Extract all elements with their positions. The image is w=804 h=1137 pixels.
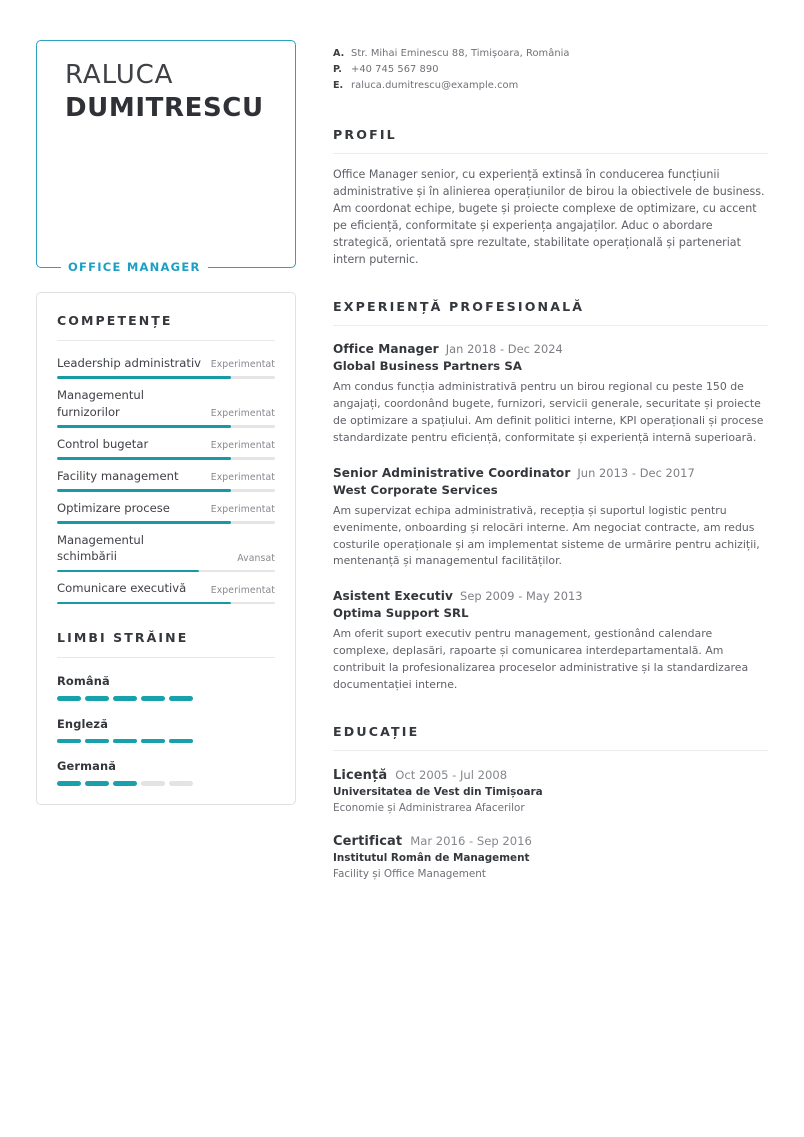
language-level-segment [57,696,81,701]
education-list [333,768,768,880]
education-entry-head [333,834,768,849]
languages-section [57,630,275,786]
experience-entry [333,466,768,571]
contact-value: +40 745 567 890 [351,64,439,76]
skill-bar-track [57,521,275,524]
education-section-title: EDUCAȚIE [333,723,420,739]
education-degree: Certificat [333,833,403,849]
language-name: Engleză [57,716,109,731]
language-level-segment [169,781,193,786]
language-item [57,674,275,701]
experience-description: Am condus funcția administrativă pentru un birou regional cu peste 150 de angajați, coordonând bugete, furnizori, servicii generale, securitate și proiecte de optimizare a spațiului. Am definit politici interne, KPI operaționali și procese standardizate pentru eficiență, conformitate și experiență internă superioară. [333,380,764,444]
language-level-segment [85,739,109,744]
skill-level: Experimentat [210,504,275,516]
skills-card [36,292,296,805]
skill-name: Comunicare executivă [57,581,187,596]
skill-bar-track [57,425,275,428]
language-name: Germană [57,759,117,774]
contact-block [333,46,768,94]
experience-dates: Jan 2018 - Dec 2024 [445,342,563,357]
skill-bar-track [57,376,275,379]
skill-label-row [57,580,275,596]
last-name: DUMITRESCU [65,93,264,124]
skill-level: Experimentat [210,359,275,371]
contact-row [333,78,768,94]
skills-list [57,347,275,604]
experience-job-title: Senior Administrative Coordinator [333,465,571,480]
contact-value: Str. Mihai Eminescu 88, Timișoara, România [351,48,570,59]
language-level-segment [141,739,165,744]
experience-list [333,342,768,694]
language-level-segment [113,739,137,744]
experience-entry-head [333,589,768,603]
language-level-segment [141,781,165,786]
experience-section [333,299,768,694]
contact-key: E. [333,80,344,92]
role-label: OFFICE MANAGER [68,260,201,274]
experience-section-title: EXPERIENȚĂ PROFESIONALĂ [333,299,585,315]
skill-bar-fill [57,602,231,605]
education-divider [333,750,768,751]
experience-job-title: Asistent Executiv [333,589,454,604]
experience-job-title: Office Manager [333,342,439,357]
contact-value: raluca.dumitrescu@example.com [351,80,519,92]
language-level-bar [57,696,275,701]
name-block [65,59,281,126]
language-level-segment [57,739,81,744]
language-level-bar [57,739,275,744]
skill-label-row [57,387,275,420]
skills-divider [57,340,275,341]
role-badge [61,258,208,276]
skill-label-row [57,468,275,484]
skill-bar-track [57,489,275,492]
contact-key: P. [333,64,342,76]
experience-company: West Corporate Services [333,482,498,497]
language-level-segment [141,696,165,701]
skill-label-row [57,355,275,371]
contact-row [333,46,768,62]
skill-bar-track [57,457,275,460]
skill-bar-fill [57,521,231,524]
skill-bar-fill [57,489,231,492]
skill-bar-fill [57,570,199,573]
language-level-segment [85,696,109,701]
experience-company: Optima Support SRL [333,606,469,621]
skill-bar-fill [57,376,231,379]
language-level-segment [113,781,137,786]
skill-item [57,572,275,604]
education-dates: Oct 2005 - Jul 2008 [395,767,508,782]
experience-company: Global Business Partners SA [333,359,523,374]
experience-entry-head [333,342,768,356]
language-name: Română [57,674,110,689]
education-school: Institutul Român de Management [333,851,530,864]
education-dates: Mar 2016 - Sep 2016 [410,833,532,848]
skill-name: Leadership administrativ [57,356,202,370]
profile-section [333,127,768,269]
experience-entry [333,589,768,694]
skill-bar-fill [57,425,231,428]
skill-name: Optimizare procese [57,500,170,515]
name-header-box [36,40,296,274]
skill-item [57,524,275,573]
profile-text: Office Manager senior, cu experiență extinsă în conducerea funcțiunii administrative și în alinierea operațiunilor de birou la obiectivele de business. Am coordonat echipe, bugete și proiecte complexe de optimizare, cu accent pe eficiență, conformitate și experiența angajaților. Aduc o abordare strategică, orientată spre rezultate, stabilitate operațională și parteneriat intern puternic. [333,168,765,267]
language-item [57,717,275,744]
skill-bar-track [57,602,275,605]
education-section [333,724,768,880]
skill-label-row [57,532,275,565]
experience-dates: Jun 2013 - Dec 2017 [577,465,695,480]
experience-dates: Sep 2009 - May 2013 [460,589,583,604]
experience-entry-head [333,466,768,480]
contact-row [333,62,768,78]
languages-divider [57,657,275,658]
skill-bar-fill [57,457,231,460]
skill-level: Experimentat [210,584,275,596]
skill-level: Experimentat [210,407,275,419]
language-item [57,759,275,786]
education-entry [333,768,768,814]
skill-item [57,492,275,524]
language-level-bar [57,781,275,786]
education-entry [333,834,768,880]
experience-divider [333,325,768,326]
right-column [333,46,768,880]
skill-bar-track [57,570,275,573]
education-field: Economie și Administrarea Afacerilor [333,801,525,814]
skill-level: Avansat [237,552,275,564]
education-degree: Licență [333,767,388,783]
profile-section-title: PROFIL [333,127,397,143]
language-level-segment [57,781,81,786]
first-name: RALUCA [65,60,174,90]
skills-section-title: COMPETENȚE [57,313,173,328]
profile-divider [333,153,768,154]
skill-name: Facility management [57,468,179,483]
skill-name: Managementul schimbării [57,532,144,564]
experience-description: Am supervizat echipa administrativă, recepția și suportul logistic pentru evenimente, onboarding și relocări interne. Am negociat contracte, am redus costurile operaționale și am implementat sisteme de urmărire pentru achiziții, mentenanță și managementul facilităților. [333,503,760,568]
skill-level: Experimentat [210,440,275,451]
contact-key: A. [333,48,345,59]
skill-item [57,347,275,379]
skill-item [57,379,275,428]
languages-list [57,674,275,786]
education-entry-head [333,768,768,783]
language-level-segment [85,781,109,786]
experience-description: Am oferit suport executiv pentru management, gestionând calendare complexe, deplasări, rapoarte și comunicarea interdepartamentală. Am contribuit la profesionalizarea proceselor administrative și la standardizarea documentației interne. [333,627,749,692]
experience-entry [333,342,768,447]
education-school: Universitatea de Vest din Timișoara [333,785,543,798]
skill-label-row [57,436,275,452]
skill-level: Experimentat [210,472,275,484]
skill-item [57,460,275,492]
skill-label-row [57,500,275,516]
languages-section-title: LIMBI STRĂINE [57,630,189,646]
language-level-segment [169,696,193,701]
skill-item [57,428,275,460]
education-field: Facility și Office Management [333,867,486,880]
left-column [36,40,296,805]
skill-name: Managementul furnizorilor [57,388,144,419]
skill-name: Control bugetar [57,436,149,451]
language-level-segment [113,696,137,701]
language-level-segment [169,739,193,744]
